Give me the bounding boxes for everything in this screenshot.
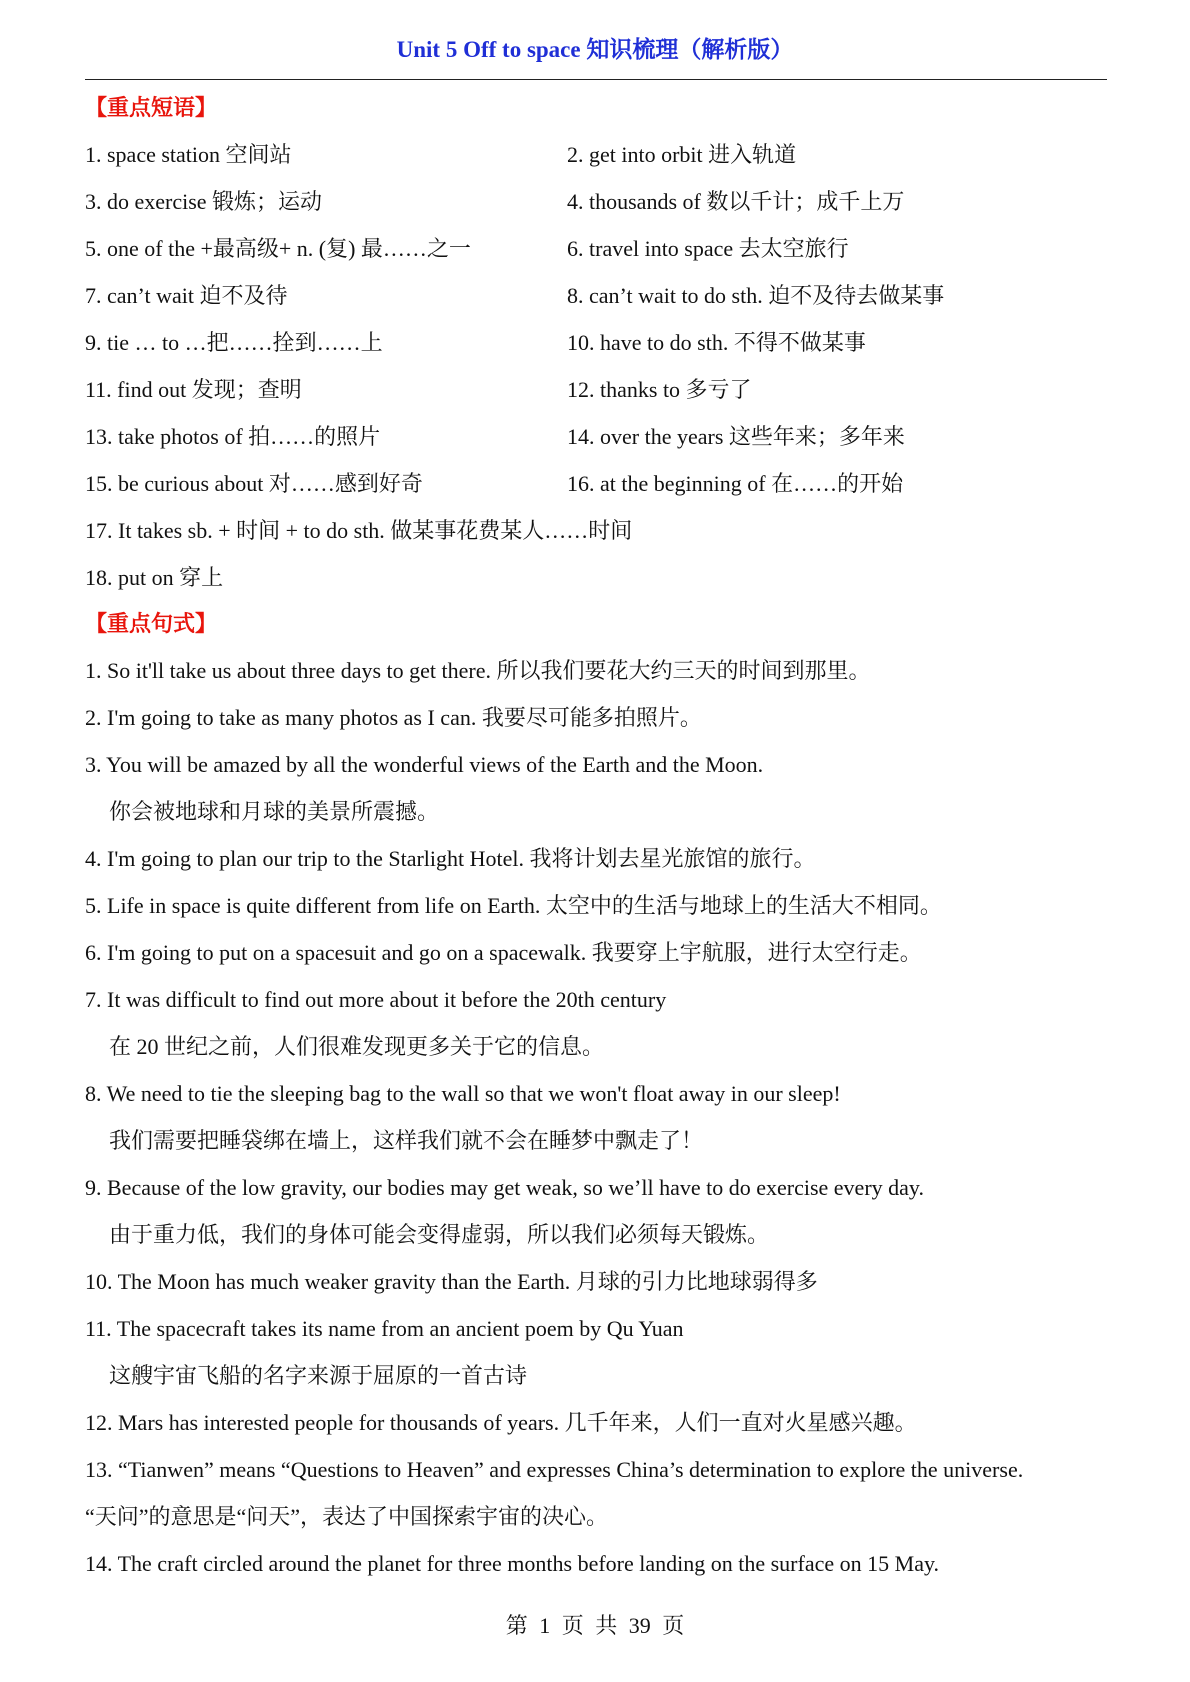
phrase-item: 13. take photos of 拍……的照片	[85, 424, 381, 449]
phrase-item: 12. thanks to 多亏了	[567, 377, 752, 402]
sentence-item: 8. We need to tie the sleeping bag to the wall so that we won't float away in our sleep!	[85, 1081, 841, 1106]
phrase-item: 4. thousands of 数以千计；成千上万	[567, 189, 905, 214]
sentence-item: 6. I'm going to put on a spacesuit and go on a spacewalk. 我要穿上宇航服，进行太空行走。	[85, 940, 922, 965]
phrase-item: 10. have to do sth. 不得不做某事	[567, 330, 866, 355]
sentence-item: 3. You will be amazed by all the wonderful views of the Earth and the Moon.	[85, 752, 764, 777]
sentence-item: 10. The Moon has much weaker gravity than the Earth. 月球的引力比地球弱得多	[85, 1269, 818, 1294]
sentence-item: 11. The spacecraft takes its name from an ancient poem by Qu Yuan	[85, 1316, 684, 1341]
page-title: Unit 5 Off to space 知识梳理（解析版）	[396, 37, 794, 62]
phrase-item: 15. be curious about 对……感到好奇	[85, 471, 423, 496]
sentence-translation: 这艘宇宙飞船的名字来源于屈原的一首古诗	[109, 1363, 528, 1388]
sentence-item: 1. So it'll take us about three days to get there. 所以我们要花大约三天的时间到那里。	[85, 658, 871, 683]
phrase-item: 8. can’t wait to do sth. 迫不及待去做某事	[567, 283, 945, 308]
phrase-item: 11. find out 发现；查明	[85, 377, 302, 402]
sentence-item: 2. I'm going to take as many photos as I can. 我要尽可能多拍照片。	[85, 705, 702, 730]
phrase-item: 2. get into orbit 进入轨道	[567, 142, 797, 167]
sentence-item: 5. Life in space is quite different from life on Earth. 太空中的生活与地球上的生活大不相同。	[85, 893, 942, 918]
sentence-translation: 你会被地球和月球的美景所震撼。	[109, 799, 440, 824]
sentence-item: 7. It was difficult to find out more about it before the 20th century	[85, 987, 667, 1012]
phrase-item: 6. travel into space 去太空旅行	[567, 236, 849, 261]
phrase-item: 17. It takes sb. + 时间 + to do sth. 做某事花费某人……时间	[85, 518, 633, 543]
sentence-item: 14. The craft circled around the planet for three months before landing on the surface on 15 May.	[85, 1551, 940, 1576]
phrase-item: 16. at the beginning of 在……的开始	[567, 471, 904, 496]
sentence-translation: 在 20 世纪之前，人们很难发现更多关于它的信息。	[109, 1034, 605, 1059]
sentence-translation: 由于重力低，我们的身体可能会变得虚弱，所以我们必须每天锻炼。	[109, 1222, 770, 1247]
phrase-item: 18. put on 穿上	[85, 565, 224, 590]
page-number: 第 1 页 共 39 页	[505, 1613, 685, 1638]
phrase-item: 5. one of the +最高级+ n. (复) 最……之一	[85, 236, 471, 261]
phrase-item: 1. space station 空间站	[85, 142, 292, 167]
phrase-item: 14. over the years 这些年来；多年来	[567, 424, 905, 449]
phrase-item: 9. tie … to …把……拴到……上	[85, 330, 383, 355]
phrase-item: 7. can’t wait 迫不及待	[85, 283, 288, 308]
sentence-translation: “天问”的意思是“问天”，表达了中国探索宇宙的决心。	[85, 1504, 609, 1529]
sentence-item: 9. Because of the low gravity, our bodies may get weak, so we’ll have to do exercise every day.	[85, 1175, 924, 1200]
phrases-heading: 【重点短语】	[85, 95, 218, 120]
header-divider	[85, 79, 1107, 80]
sentences-heading: 【重点句式】	[85, 611, 218, 636]
sentence-translation: 我们需要把睡袋绑在墙上，这样我们就不会在睡梦中飘走了！	[109, 1128, 704, 1153]
sentence-item: 12. Mars has interested people for thousands of years. 几千年来，人们一直对火星感兴趣。	[85, 1410, 917, 1435]
sentence-item: 4. I'm going to plan our trip to the Starlight Hotel. 我将计划去星光旅馆的旅行。	[85, 846, 816, 871]
phrase-item: 3. do exercise 锻炼；运动	[85, 189, 323, 214]
sentence-item: 13. “Tianwen” means “Questions to Heaven” and expresses China’s determination to explore the universe.	[85, 1457, 1024, 1482]
